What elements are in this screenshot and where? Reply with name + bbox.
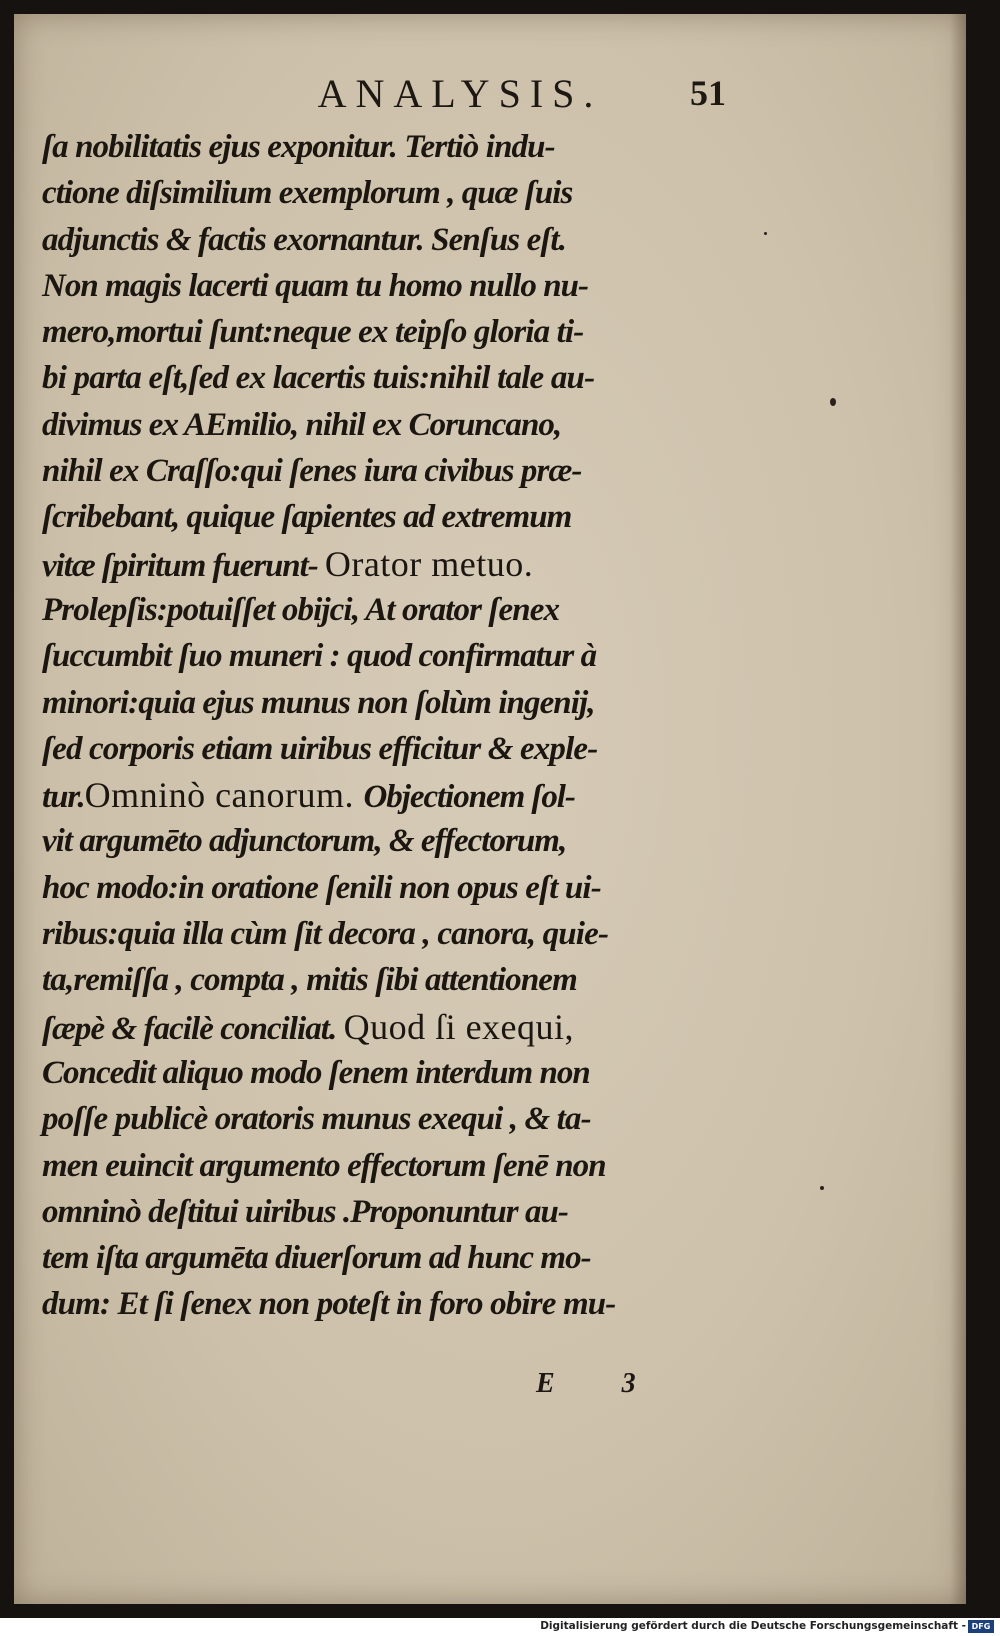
commentary-text: nihil ex Craſſo:qui ſenes iura civibus præ-	[42, 453, 582, 490]
text-line	[42, 1281, 732, 1327]
lemma-quote: Omninò canorum.	[84, 775, 364, 816]
text-line	[42, 1096, 732, 1142]
commentary-text: Concedit aliquo modo ſenem interdum non	[42, 1054, 590, 1091]
text-line	[42, 541, 732, 587]
text-line	[42, 217, 732, 263]
lemma-quote: Quod ſi exequi,	[343, 1006, 575, 1047]
text-line	[42, 1050, 732, 1096]
text-line	[42, 772, 732, 818]
commentary-text: Objectionem ſol-	[363, 779, 575, 816]
commentary-text: omninò deſtitui uiribus .Proponuntur au-	[42, 1193, 568, 1230]
signature-mark: E 3	[536, 1368, 666, 1399]
text-line	[42, 309, 732, 355]
running-head: ANALYSIS.	[317, 71, 603, 116]
commentary-text: hoc modo:in oratione ſenili non opus eſt ui-	[42, 869, 601, 906]
text-line	[42, 355, 732, 401]
page-edge-shadow	[950, 14, 966, 1604]
page-number: 51	[690, 73, 726, 113]
ink-speck	[764, 232, 767, 235]
body-text	[42, 124, 732, 1328]
commentary-text: poſſe publicè oratoris munus exequi , & ta-	[42, 1101, 591, 1138]
commentary-text: vit argumēto adjunctorum, & effectorum,	[42, 823, 567, 860]
commentary-text: minori:quia ejus munus non ſolùm ingenij,	[42, 684, 595, 721]
commentary-text: vitæ ſpiritum fuerunt-	[42, 547, 325, 584]
text-line	[42, 263, 732, 309]
commentary-text: ſa nobilitatis ejus exponitur. Tertiò indu-	[42, 129, 555, 165]
text-line	[42, 124, 732, 170]
commentary-text: men euincit argumento effectorum ſenē non	[42, 1147, 606, 1184]
text-line	[42, 726, 732, 772]
commentary-text: tem iſta argumēta diuerſorum ad hunc mo-	[42, 1240, 591, 1277]
commentary-text: Non magis lacerti quam tu homo nullo nu-	[42, 267, 589, 304]
commentary-text: ſed corporis etiam uiribus efficitur & exple-	[42, 730, 598, 767]
commentary-text: ſuccumbit ſuo muneri : quod confirmatur à	[42, 638, 597, 675]
commentary-text: ſæpè & facilè conciliat.	[42, 1010, 344, 1047]
commentary-text: ta,remiſſa , compta , mitis ſibi attentionem	[42, 962, 577, 999]
commentary-text: Prolepſis:potuiſſet obijci, At orator ſenex	[42, 591, 560, 628]
text-line	[42, 1143, 732, 1189]
ink-speck	[820, 1186, 824, 1190]
text-line	[42, 633, 732, 679]
commentary-text: mero,mortui ſunt:neque ex teipſo gloria ti-	[42, 314, 584, 351]
text-line	[42, 448, 732, 494]
commentary-text: adjunctis & factis exornantur. Senſus eſt.	[42, 221, 567, 258]
text-line	[42, 957, 732, 1003]
digitization-credit: Digitalisierung gefördert durch die Deutsche Forschungsgemeinschaft -	[540, 1620, 966, 1632]
text-line	[42, 1235, 732, 1281]
lemma-quote: Orator metuo.	[324, 543, 534, 584]
commentary-text: tur.	[42, 779, 85, 816]
ink-speck	[830, 398, 836, 406]
text-line	[42, 865, 732, 911]
text-line	[42, 494, 732, 540]
text-line	[42, 680, 732, 726]
text-line	[42, 911, 732, 957]
commentary-text: ribus:quia illa cùm ſit decora , canora, quie-	[42, 916, 609, 953]
text-line	[42, 818, 732, 864]
text-line	[42, 1189, 732, 1235]
text-line	[42, 170, 732, 216]
commentary-text: divimus ex AEmilio, nihil ex Coruncano,	[42, 406, 562, 443]
commentary-text: ctione diſsimilium exemplorum , quæ ſuis	[42, 175, 573, 212]
dfg-logo: DFG	[968, 1620, 994, 1633]
commentary-text: ſcribebant, quique ſapientes ad extremum	[42, 499, 572, 536]
commentary-text: bi parta eſt,ſed ex lacertis tuis:nihil tale au-	[42, 360, 595, 397]
text-line	[42, 1004, 732, 1050]
text-line	[42, 587, 732, 633]
commentary-text: dum: Et ſi ſenex non poteſt in foro obire mu-	[42, 1286, 616, 1323]
text-line	[42, 402, 732, 448]
